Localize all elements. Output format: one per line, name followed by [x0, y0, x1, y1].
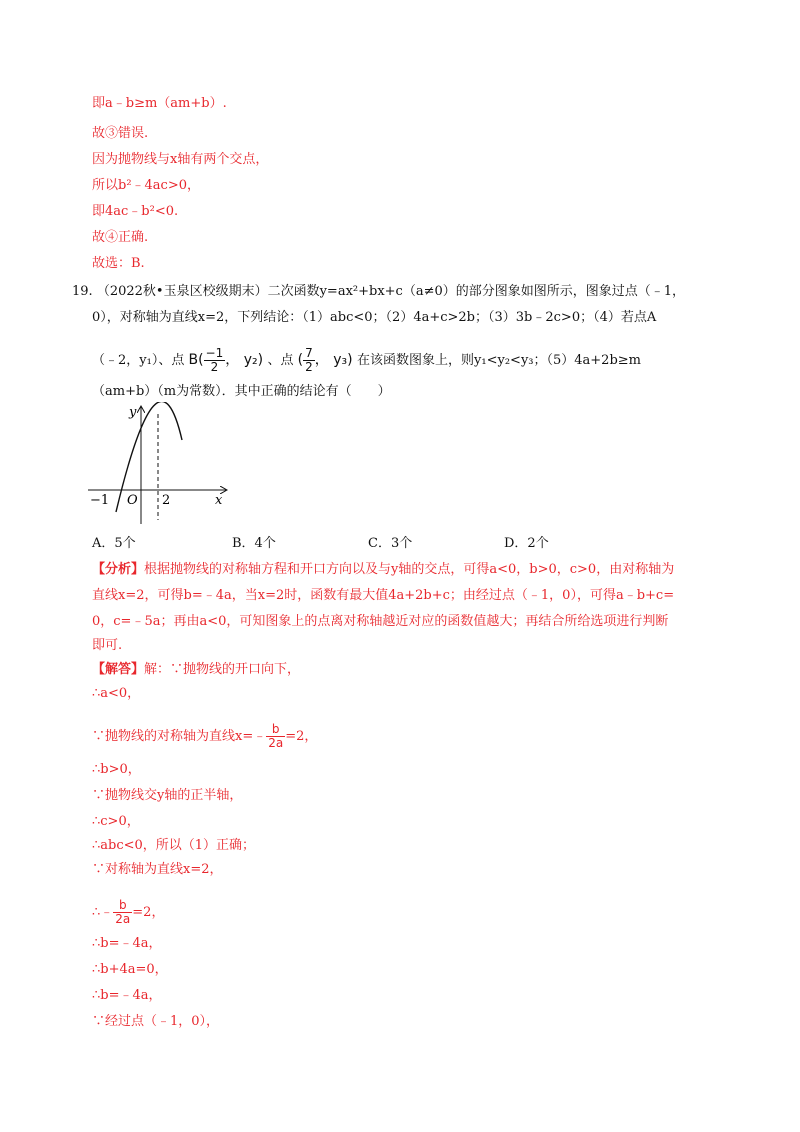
question-line-2: 0），对称轴为直线x=2，下列结论：（1）abc<0；（2）4a+c>2b；（3）3b﹣2c>0；（4）若点A: [92, 310, 657, 325]
fraction-b-over-2a: $\frac{b}{2a}$: [268, 722, 284, 750]
solution-line-3: ∵抛物线的对称轴为直线x=﹣ $\frac{b}{2a}$ =2，: [92, 722, 318, 750]
question-line-1: [72, 282, 685, 302]
two-label: 2: [162, 493, 171, 508]
analysis-tag: 【分析】: [92, 562, 145, 577]
prev-line-3: 因为抛物线与x轴有两个交点，: [92, 152, 269, 167]
analysis-line-4: 即可.: [92, 638, 123, 653]
prev-line-6: 故④正确.: [92, 230, 149, 245]
point-b: B( $\frac{-1}{2}$ ， y₂): [188, 345, 264, 374]
solution-line-6: ∴c>0，: [92, 814, 140, 829]
solution-line-8: ∵对称轴为直线x=2，: [92, 862, 223, 877]
solution-line-9: ∴﹣ $\frac{b}{2a}$ =2，: [92, 898, 165, 926]
solution-line-7: ∴abc<0，所以（1）正确；: [92, 838, 256, 853]
prev-line-7: 故选：B.: [92, 256, 145, 271]
option-d[interactable]: D．2个: [504, 536, 549, 551]
solution-line-13: ∵经过点（﹣1，0），: [92, 1014, 220, 1029]
solution-line-2: ∴a<0，: [92, 686, 141, 701]
solution-line-10: ∴b=﹣4a，: [92, 936, 162, 951]
option-a[interactable]: A．5个: [92, 536, 136, 551]
solution-line-1: 【解答】解：∵抛物线的开口向下，: [92, 662, 301, 677]
parabola-graph: [86, 402, 236, 532]
question-text-3c: 在该函数图象上，则y₁<y₂<y₃；（5）4a+2b≥m: [357, 353, 641, 368]
analysis-line-2: 直线x=2，可得b=﹣4a，当x=2时，函数有最大值4a+2b+c；由经过点（﹣1，0），可得a﹣b+c=: [92, 588, 675, 603]
option-b[interactable]: B．4个: [232, 536, 276, 551]
analysis-line-3: 0，c=﹣5a；再由a<0，可知图象上的点离对称轴越近对应的函数值越大；再结合所给选项进行判断: [92, 614, 669, 629]
question-text-3b: 、点: [267, 353, 294, 368]
question-line-4: （am+b）（m为常数）．其中正确的结论有（ ）: [92, 384, 391, 399]
prev-line-5: 即4ac﹣b²<0.: [92, 204, 179, 219]
question-line-3: [92, 346, 641, 375]
option-c[interactable]: C．3个: [368, 536, 413, 551]
question-text-1: （2022秋•玉泉区校级期末）二次函数y=ax²+bx+c（a≠0）的部分图象如图所示，图象过点（﹣1，: [96, 284, 686, 299]
y-axis-label: y: [129, 405, 137, 420]
solution-line-5: ∵抛物线交y轴的正半轴，: [92, 788, 243, 803]
fraction-b-over-2a-2: $\frac{b}{2a}$: [115, 898, 131, 926]
point-c: ( $\frac{7}{2}$ ， y₃): [297, 345, 353, 374]
solution-line-4: ∴b>0，: [92, 762, 141, 777]
x-axis-label: x: [215, 493, 223, 508]
solution-line-11: ∴b+4a=0，: [92, 962, 168, 977]
prev-line-2: 故③错误.: [92, 126, 149, 141]
parabola-curve: [116, 402, 182, 512]
prev-line-1: 即a﹣b≥m（am+b）.: [92, 96, 227, 111]
prev-line-4: 所以b²﹣4ac>0，: [92, 178, 200, 193]
solution-tag: 【解答】: [92, 662, 145, 677]
question-text-3a: （﹣2，y₁）、点: [92, 353, 185, 368]
analysis-line-1: 【分析】根据抛物线的对称轴方程和开口方向以及与y轴的交点，可得a<0，b>0，c>0，由对称轴为: [92, 562, 675, 577]
neg-one-label: −1: [90, 493, 110, 508]
solution-line-12: ∴b=﹣4a，: [92, 988, 162, 1003]
origin-label: O: [127, 493, 138, 508]
question-number: 19.: [72, 284, 93, 299]
